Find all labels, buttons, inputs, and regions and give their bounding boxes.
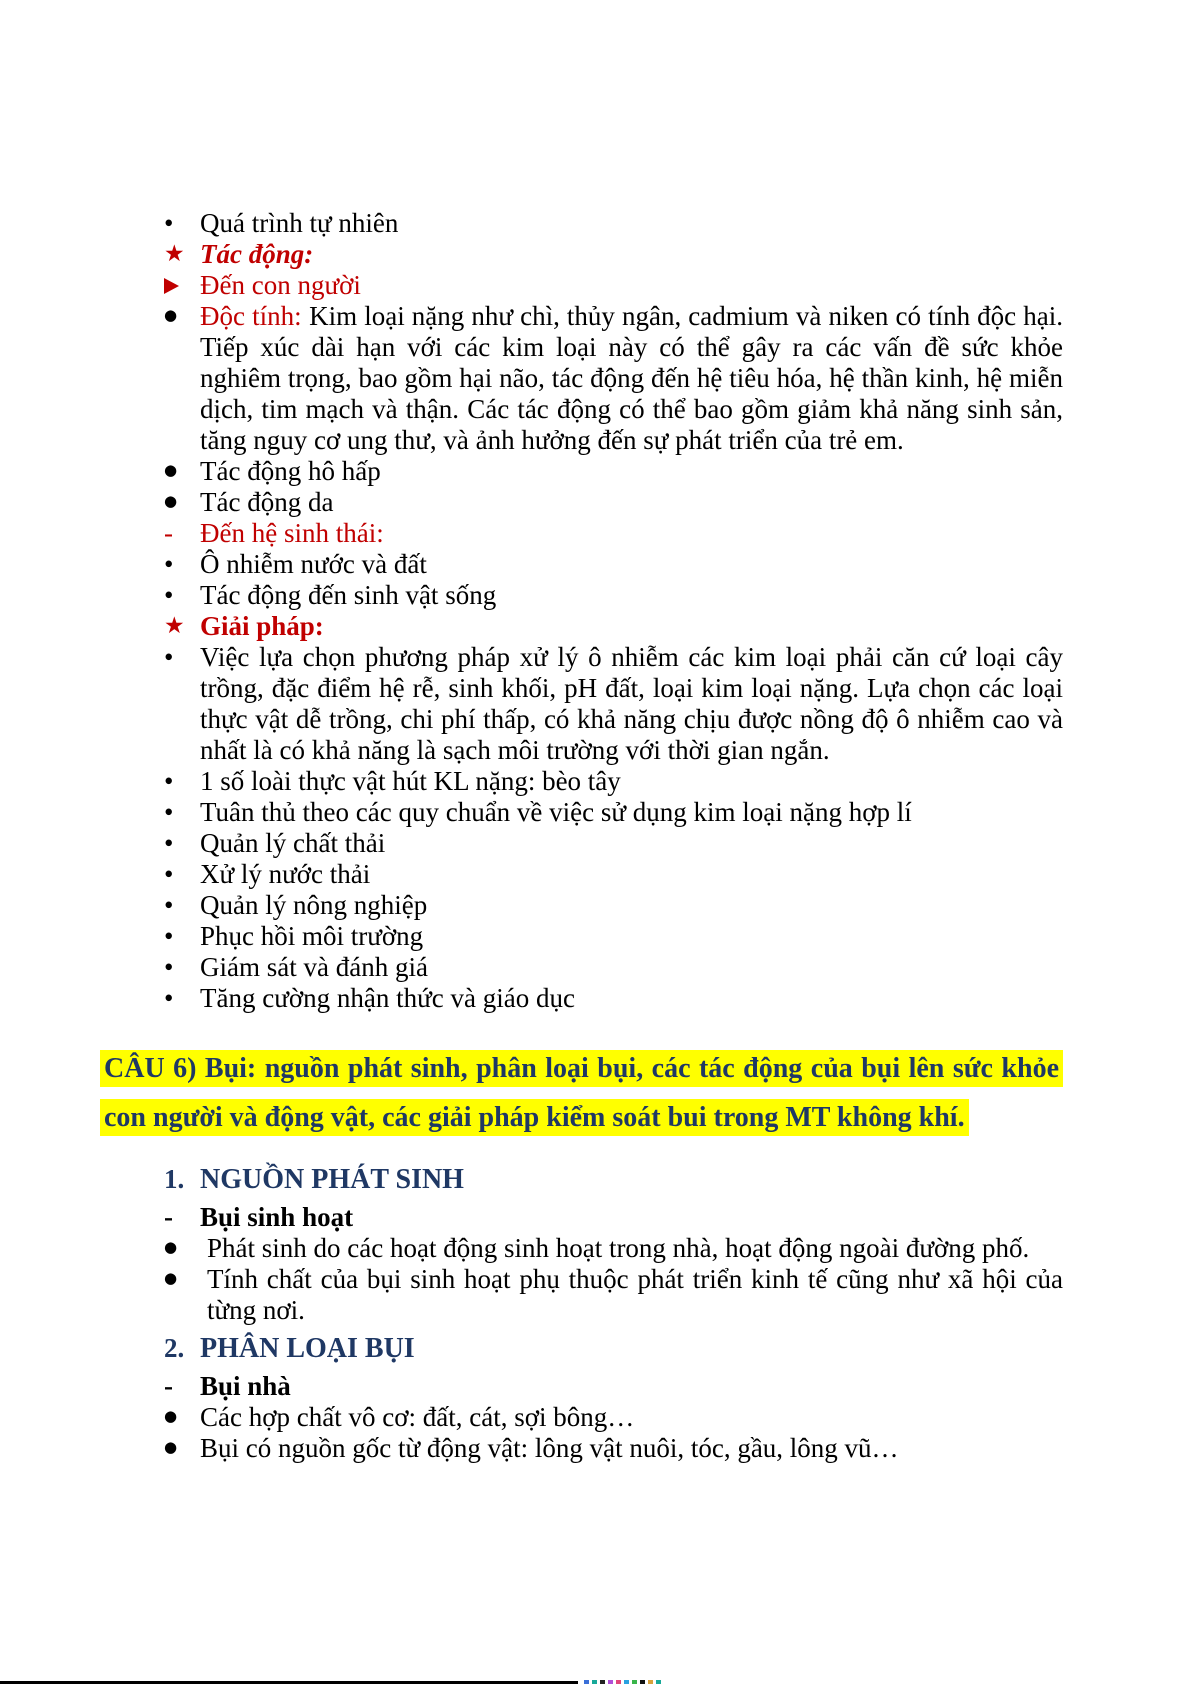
star-bullet-icon: ★ <box>164 613 185 639</box>
list-item <box>164 890 1063 921</box>
list-item <box>164 797 1063 828</box>
bottom-edge-artifact <box>584 1680 661 1684</box>
list-item <box>164 766 1063 797</box>
bullet-icon: • <box>164 580 174 610</box>
list-item-text: Phục hồi môi trường <box>200 921 424 951</box>
bullet-icon: ● <box>164 461 178 479</box>
bullet-icon: ● <box>164 1407 178 1425</box>
list-item-text: Phát sinh do các hoạt động sinh hoạt trong nhà, hoạt động ngoài đường phố. <box>207 1233 1030 1263</box>
question-heading <box>100 1044 1063 1142</box>
heading-text: NGUỒN PHÁT SINH <box>200 1164 464 1195</box>
number-marker: 2. <box>164 1333 185 1363</box>
bullet-icon: • <box>164 642 174 672</box>
list-item <box>164 208 1063 239</box>
list-item <box>164 301 1063 456</box>
list-item-text: Ô nhiễm nước và đất <box>200 549 427 579</box>
bullet-icon: ● <box>164 1269 178 1287</box>
list-item-text: Bụi sinh hoạt <box>200 1202 354 1232</box>
bullet-icon: • <box>164 952 174 982</box>
list-item-text: Giám sát và đánh giá <box>200 952 428 982</box>
list-item-text: Quá trình tự nhiên <box>200 208 399 238</box>
list-item <box>164 859 1063 890</box>
number-marker: 1. <box>164 1164 185 1194</box>
heavy-metals-section <box>100 208 1063 1014</box>
list-item-text: Bụi có nguồn gốc từ động vật: lông vật nuôi, tóc, gầu, lông vũ… <box>200 1433 899 1463</box>
list-item <box>164 611 1063 642</box>
list-item <box>164 1264 1063 1326</box>
bullet-icon: • <box>164 828 174 858</box>
list-item-text: Việc lựa chọn phương pháp xử lý ô nhiễm các kim loại phải căn cứ loại cây trồng, đặc điểm hệ rễ, sinh khối, pH đất, loại kim loại nặng. Lựa chọn các loại thực vật dễ trồng, chi phí thấp, có khả năng chịu được nồng độ ô nhiễm cao và nhất là có khả năng là sạch môi trường với thời gian ngắn. <box>200 642 1063 765</box>
list-item-text: Tuân thủ theo các quy chuẩn về việc sử dụng kim loại nặng hợp lí <box>200 797 912 827</box>
numbered-heading <box>164 1164 1063 1195</box>
dash-marker: - <box>164 1371 173 1401</box>
list-item <box>164 270 1063 301</box>
list-item <box>164 921 1063 952</box>
list-item-text: Quản lý nông nghiệp <box>200 890 428 920</box>
list-item <box>164 549 1063 580</box>
bullet-icon: • <box>164 549 174 579</box>
paragraph-lead: Độc tính: <box>200 301 302 331</box>
list-item-text: Tính chất của bụi sinh hoạt phụ thuộc phát triển kinh tế cũng như xã hội của từng nơi. <box>207 1264 1063 1325</box>
bullet-icon: • <box>164 766 174 796</box>
list-item <box>164 1433 1063 1464</box>
bullet-icon: ● <box>164 1238 178 1256</box>
bullet-icon: • <box>164 890 174 920</box>
list-item <box>164 580 1063 611</box>
list-item <box>164 642 1063 766</box>
list-item <box>164 1371 1063 1402</box>
list-item-text: Tác động: <box>200 239 314 269</box>
list-item-text: Xử lý nước thải <box>200 859 371 889</box>
list-item-text: Tăng cường nhận thức và giáo dục <box>200 983 575 1013</box>
bullet-icon: ● <box>164 492 178 510</box>
list-item <box>164 828 1063 859</box>
list-item <box>164 952 1063 983</box>
bullet-icon: • <box>164 921 174 951</box>
bottom-edge-line <box>0 1681 578 1684</box>
bullet-icon: • <box>164 208 174 238</box>
list-item <box>164 1402 1063 1433</box>
list-item-text: Tác động hô hấp <box>200 456 381 486</box>
list-item-text: Quản lý chất thải <box>200 828 386 858</box>
paragraph-body: Kim loại nặng như chì, thủy ngân, cadmium và niken có tính độc hại. Tiếp xúc dài hạn với các kim loại này có thể gây ra các vấn đề sức khỏe nghiêm trọng, bao gồm hại não, tác động đến hệ tiêu hóa, hệ thần kinh, hệ miễn dịch, tim mạch và thận. Các tác động có thể bao gồm giảm khả năng sinh sản, tăng nguy cơ ung thư, và ảnh hưởng đến sự phát triển của trẻ em. <box>200 301 1063 455</box>
list-item-text: Giải pháp: <box>200 611 324 641</box>
list-item <box>164 239 1063 270</box>
bullet-icon: ● <box>164 306 178 324</box>
list-item-text: Bụi nhà <box>200 1371 291 1401</box>
list-item <box>164 518 1063 549</box>
bullet-icon: • <box>164 859 174 889</box>
heading-text: PHÂN LOẠI BỤI <box>200 1333 415 1364</box>
list-item-text: 1 số loài thực vật hút KL nặng: bèo tây <box>200 766 621 796</box>
arrow-bullet-icon <box>164 270 200 301</box>
list-item-text: Đến hệ sinh thái: <box>200 518 384 548</box>
dust-section <box>100 1164 1063 1464</box>
numbered-heading <box>164 1333 1063 1364</box>
list-item <box>164 1202 1063 1233</box>
question-heading-highlight: CÂU 6) Bụi: nguồn phát sinh, phân loại bụi, các tác động của bụi lên sức khỏe con người và động vật, các giải pháp kiểm soát bui trong MT không khí. <box>100 1050 1063 1136</box>
list-item <box>164 983 1063 1014</box>
bullet-icon: • <box>164 983 174 1013</box>
bullet-icon: ● <box>164 1438 178 1456</box>
list-item <box>164 1233 1063 1264</box>
list-item-text: Tác động đến sinh vật sống <box>200 580 497 610</box>
dash-marker: - <box>164 1202 173 1232</box>
star-bullet-icon: ★ <box>164 241 185 267</box>
list-item-text: Các hợp chất vô cơ: đất, cát, sợi bông… <box>200 1402 635 1432</box>
list-item <box>164 456 1063 487</box>
list-item-text: Đến con người <box>200 270 361 300</box>
dash-marker: - <box>164 518 173 548</box>
list-item <box>164 487 1063 518</box>
bullet-icon: • <box>164 797 174 827</box>
list-item-text <box>200 301 1063 456</box>
list-item-text: Tác động da <box>200 487 334 517</box>
